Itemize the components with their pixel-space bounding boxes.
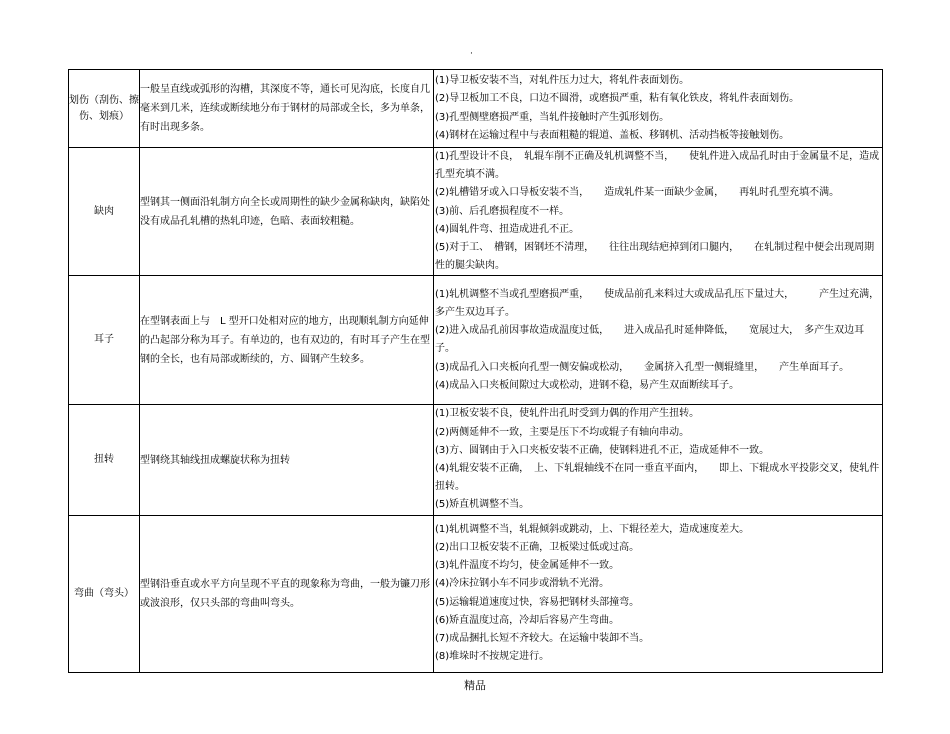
cause-item: (4)圆轧件弯、扭造成进孔不正。 (435, 223, 580, 235)
table-row (69, 70, 883, 148)
cause-item: (5)矫直机调整不当。 (435, 499, 530, 511)
cause-item: (1)轧机调整不当，轧辊倾斜或跳动，上、下辊径差大，造成速度差大。 (435, 523, 750, 535)
cause-item: (3)成品孔入口夹板向孔型一侧安偏或松动， 金属挤入孔型一侧辊缝里， 产生单面耳子。 (435, 361, 850, 373)
cause-item: (5)运输辊道速度过快，容易把钢材头部撞弯。 (435, 596, 640, 608)
defect-causes (434, 70, 883, 148)
cause-item: (2)两侧延伸不一致，主要是压下不均或辊子有轴向串动。 (435, 426, 690, 438)
cause-item: (8)堆垛时不按规定进行。 (435, 651, 550, 663)
defect-table (68, 69, 883, 673)
defect-description: 型钢绕其轴线扭成螺旋状称为扭转 (140, 405, 434, 515)
defect-causes (434, 515, 883, 672)
defect-name: 划伤（刮伤、擦伤、划痕） (69, 70, 140, 148)
cause-item: (1)卫板安装不良，使轧件出孔时受到力偶的作用产生扭转。 (435, 408, 700, 420)
cause-item: (1)孔型设计不良， 轧辊车削不正确及轧机调整不当， 使轧件进入成品孔时由于金属量不足，造成孔型充填不满。 (435, 151, 880, 181)
table-row (69, 515, 883, 672)
cause-item: (2)导卫板加工不良，口边不圆滑，或磨损严重，粘有氧化铁皮，将轧件表面划伤。 (435, 93, 800, 105)
cause-item: (1)轧机调整不当或孔型磨损严重， 使成品前孔来料过大或成品孔压下量过大， 产生过充满，多产生双边耳子。 (435, 288, 880, 319)
footer-text: 精品 (464, 679, 486, 692)
cause-item: (3)前、后孔磨损程度不一样。 (435, 205, 570, 217)
cause-item: (6)矫直温度过高，冷却后容易产生弯曲。 (435, 614, 620, 626)
cause-item: (4)成品入口夹板间隙过大或松动，进钢不稳，易产生双面断续耳子。 (435, 379, 740, 391)
cause-item: (3)孔型侧壁磨损严重，当轧件接触时产生弧形划伤。 (435, 111, 670, 123)
cause-item: (2)进入成品孔前因事故造成温度过低， 进入成品孔时延伸降低， 宽展过大， 多产生双边耳子。 (435, 325, 865, 355)
table-row (69, 276, 883, 405)
defect-description: 一般呈直线或弧形的沟槽，其深度不等，通长可见沟底，长度自几毫米到几米，连续或断续地分布于钢材的局部或全长，多为单条，有时出现多条。 (140, 70, 434, 148)
defect-description: 型钢沿垂直或水平方向呈现不平直的现象称为弯曲，一般为镰刀形或波浪形，仅只头部的弯曲叫弯头。 (140, 515, 434, 672)
header-mark: · (470, 49, 473, 59)
defect-description: 在型钢表面上与 L 型开口处相对应的地方，出现顺轧制方向延伸的凸起部分称为耳子。有单边的，也有双边的，有时耳子产生在型钢的全长，也有局部或断续的，方、圆钢产生较多。 (140, 276, 434, 405)
table-row (69, 148, 883, 276)
defect-causes (434, 405, 883, 515)
defect-causes (434, 276, 883, 405)
cause-item: (2)轧槽错牙或入口导板安装不当， 造成轧件某一面缺少金属， 再轧时孔型充填不满。 (435, 187, 840, 199)
table-row (69, 405, 883, 515)
cause-item: (4)钢材在运输过程中与表面粗糙的辊道、盖板、移钢机、活动挡板等接触划伤。 (435, 129, 790, 141)
cause-item: (2)出口卫板安装不正确，卫板梁过低或过高。 (435, 542, 640, 554)
cause-item: (3)方、圆钢由于入口夹板安装不正确，使钢料进孔不正，造成延伸不一致。 (435, 444, 770, 456)
cause-item: (1)导卫板安装不当，对轧件压力过大，将轧件表面划伤。 (435, 75, 690, 87)
defect-name: 弯曲（弯头） (69, 515, 140, 672)
cause-item: (3)轧件温度不均匀，使金属延伸不一致。 (435, 560, 620, 572)
cause-item: (7)成品捆扎长短不齐较大。在运输中装卸不当。 (435, 633, 650, 645)
cause-item: (4)轧辊安装不正确， 上、下轧辊轴线不在同一垂直平面内， 即上、下辊成水平投影交叉，使轧件扭转。 (435, 463, 880, 493)
cause-item: (4)冷床拉钢小车不同步或滑轨不光滑。 (435, 578, 610, 590)
defect-description: 型钢其一侧面沿轧制方向全长或周期性的缺少金属称缺肉，缺陷处没有成品孔轧槽的热轧印迹，色暗、表面较粗糙。 (140, 148, 434, 276)
defect-name: 扭转 (69, 405, 140, 515)
defect-name: 耳子 (69, 276, 140, 405)
defect-causes (434, 148, 883, 276)
defect-name: 缺肉 (69, 148, 140, 276)
cause-item: (5)对于工、 槽钢，困钢坯不清理， 往往出现结疤掉到闭口腿内， 在轧制过程中便会出现周期性的腿尖缺肉。 (435, 242, 875, 272)
